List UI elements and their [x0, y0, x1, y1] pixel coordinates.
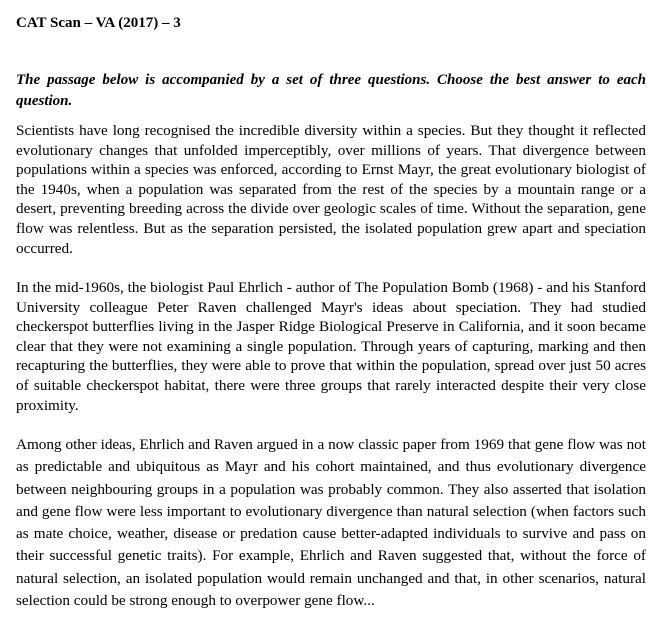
passage-paragraph-1: Scientists have long recognised the incredible diversity within a species. But they thought it reflected evolutionary changes that unfolded imperceptibly, over millions of years. That divergence between populations within a species was enforced, according to Ernst Mayr, the great evolutionary biologist of the 1940s, when a population was separated from the rest of the species by a mountain range or a desert, preventing breeding across the divide over geologic scales of time. Without the separation, gene flow was relentless. But as the separation persisted, the isolated population grew apart and speciation occurred.	[16, 122, 646, 257]
passage-paragraph-3: Among other ideas, Ehrlich and Raven argued in a now classic paper from 1969 that gene flow was not as predictable and ubiquitous as Mayr and his cohort maintained, and thus evolutionary divergence between neighbouring groups in a population was probably common. They also asserted that isolation and gene flow were less important to evolutionary divergence than natural selection (when factors such as mate choice, weather, disease or predation cause better-adapted individuals to survive and pass on their successful genetic traits). For example, Ehrlich and Raven suggested that, without the force of natural selection, an isolated population would remain unchanged and that, in other scenarios, natural selection could be strong enough to overpower gene flow...	[16, 436, 646, 610]
document-title: CAT Scan – VA (2017) – 3	[16, 15, 181, 31]
passage-paragraph-2: In the mid-1960s, the biologist Paul Ehrlich - author of The Population Bomb (1968) - and his Stanford University colleague Peter Raven challenged Mayr's ideas about speciation. They had studied checkerspot butterflies living in the Jasper Ridge Biological Preserve in California, and it soon became clear that they were not examining a single population. Through years of capturing, marking and then recapturing the butterflies, they were able to prove that within the population, spread over just 50 acres of suitable checkerspot habitat, there were three groups that rarely interacted despite their very close proximity.	[16, 279, 646, 414]
question-instruction: The passage below is accompanied by a set of three questions. Choose the best answer to each question.	[16, 72, 646, 109]
